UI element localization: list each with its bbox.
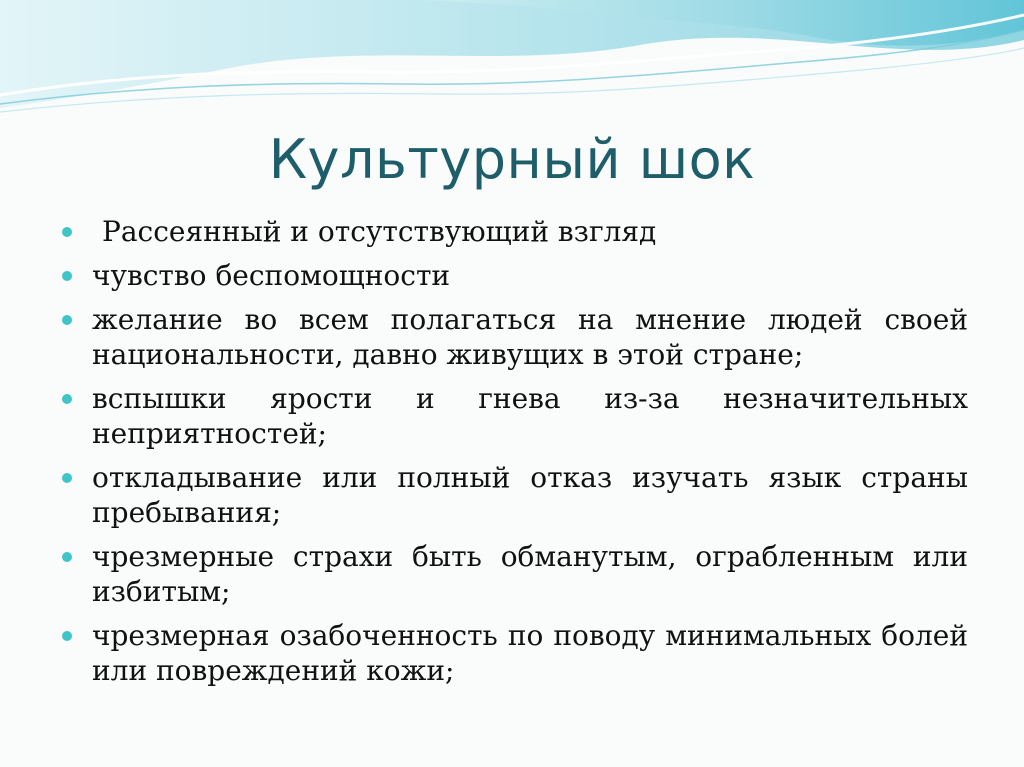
list-item	[62, 214, 968, 249]
bullet-icon	[62, 552, 72, 562]
list-item	[62, 302, 968, 372]
bullet-list	[62, 214, 968, 697]
bullet-icon	[62, 227, 72, 237]
list-item-text: чрезмерные страхи быть обманутым, ограбленным или избитым;	[92, 540, 968, 608]
list-item-text: желание во всем полагаться на мнение людей своей национальности, давно живущих в этой стране;	[92, 303, 968, 371]
list-item	[62, 618, 968, 688]
bullet-icon	[62, 631, 72, 641]
list-item-text: Рассеянный и отсутствующий взгляд	[102, 215, 657, 248]
list-item-text: откладывание или полный отказ изучать язык страны пребывания;	[92, 461, 968, 529]
bullet-icon	[62, 473, 72, 483]
list-item	[62, 539, 968, 609]
list-item-text: вспышки ярости и гнева из-за незначительных неприятностей;	[92, 382, 968, 450]
slide-title: Культурный шок	[268, 128, 756, 191]
list-item	[62, 381, 968, 451]
list-item	[62, 460, 968, 530]
bullet-icon	[62, 271, 72, 281]
header-wave-decoration	[0, 0, 1024, 130]
list-item	[62, 258, 968, 293]
list-item-text: чрезмерная озабоченность по поводу минимальных болей или повреждений кожи;	[92, 619, 968, 687]
bullet-icon	[62, 315, 72, 325]
bullet-icon	[62, 394, 72, 404]
list-item-text: чувство беспомощности	[92, 259, 451, 292]
